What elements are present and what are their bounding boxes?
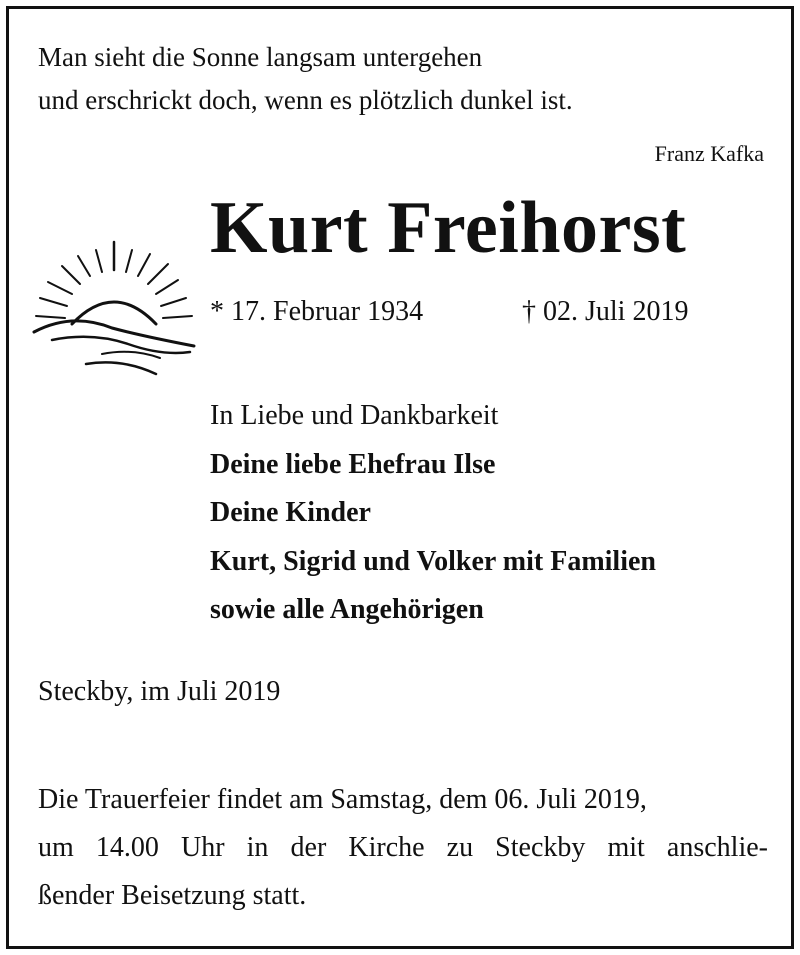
deceased-name: Kurt Freihorst (210, 187, 687, 269)
funeral-info (38, 776, 768, 920)
quote-author: Franz Kafka (654, 141, 764, 166)
death-date: † 02. Juli 2019 (522, 296, 689, 327)
mourners-block (210, 392, 656, 635)
funeral-line-1: Die Trauerfeier findet am Samstag, dem 06. Juli 2019, (38, 784, 647, 815)
birth-date: * 17. Februar 1934 (210, 296, 424, 327)
mourner-line: Deine liebe Ehefrau Ilse (210, 448, 496, 480)
funeral-line-2: um 14.00 Uhr in der Kirche zu Steckby mit anschlie- (38, 832, 768, 863)
quote (38, 36, 573, 122)
quote-line-2: und erschrickt doch, wenn es plötzlich dunkel ist. (38, 85, 573, 115)
mourner-line: Deine Kinder (210, 497, 371, 528)
mourner-line: Kurt, Sigrid und Volker mit Familien (210, 545, 656, 577)
funeral-line-3: ßender Beisetzung statt. (38, 880, 307, 911)
place-date: Steckby, im Juli 2019 (38, 676, 281, 707)
sunset-icon (32, 236, 200, 384)
mourner-line: sowie alle Angehörigen (210, 594, 484, 625)
mourners-intro: In Liebe und Dankbarkeit (210, 400, 499, 431)
quote-line-1: Man sieht die Sonne langsam untergehen (38, 42, 483, 72)
